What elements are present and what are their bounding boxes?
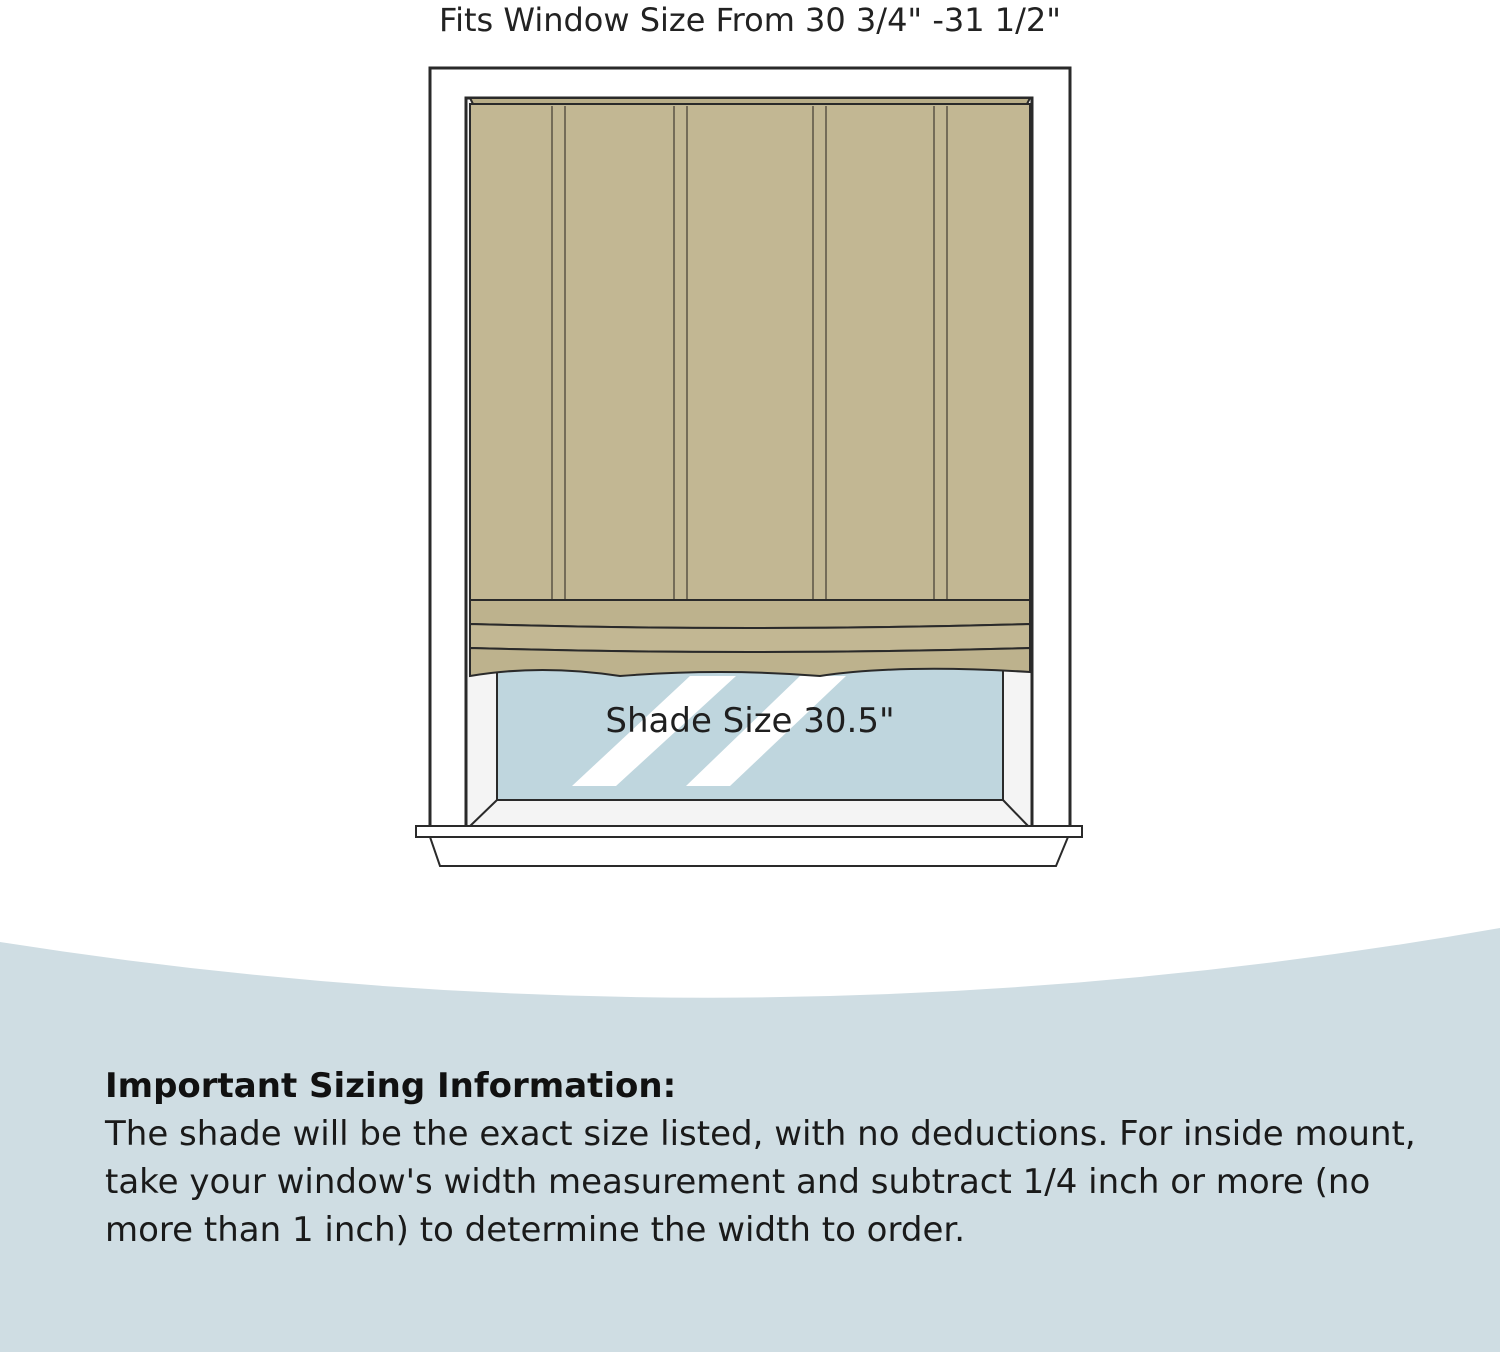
sizing-info-section	[105, 1062, 1465, 1254]
roman-shade	[470, 98, 1030, 676]
shade-main-panel	[470, 104, 1030, 602]
window-sill-top	[416, 826, 1082, 837]
shade-fold-2	[470, 624, 1030, 652]
fit-size-title: Fits Window Size From 30 3/4" -31 1/2"	[439, 1, 1061, 39]
shade-fold-1	[470, 600, 1030, 628]
shade-size-label: Shade Size 30.5"	[605, 701, 895, 741]
sizing-info-body: The shade will be the exact size listed, with no deductions. For inside mount, take your window's width measurement and subtract 1/4 inch or more (no more than 1 inch) to determine the width to order.	[105, 1114, 1416, 1250]
sizing-info-heading: Important Sizing Information:	[105, 1066, 677, 1106]
window-sill-apron	[430, 837, 1068, 866]
